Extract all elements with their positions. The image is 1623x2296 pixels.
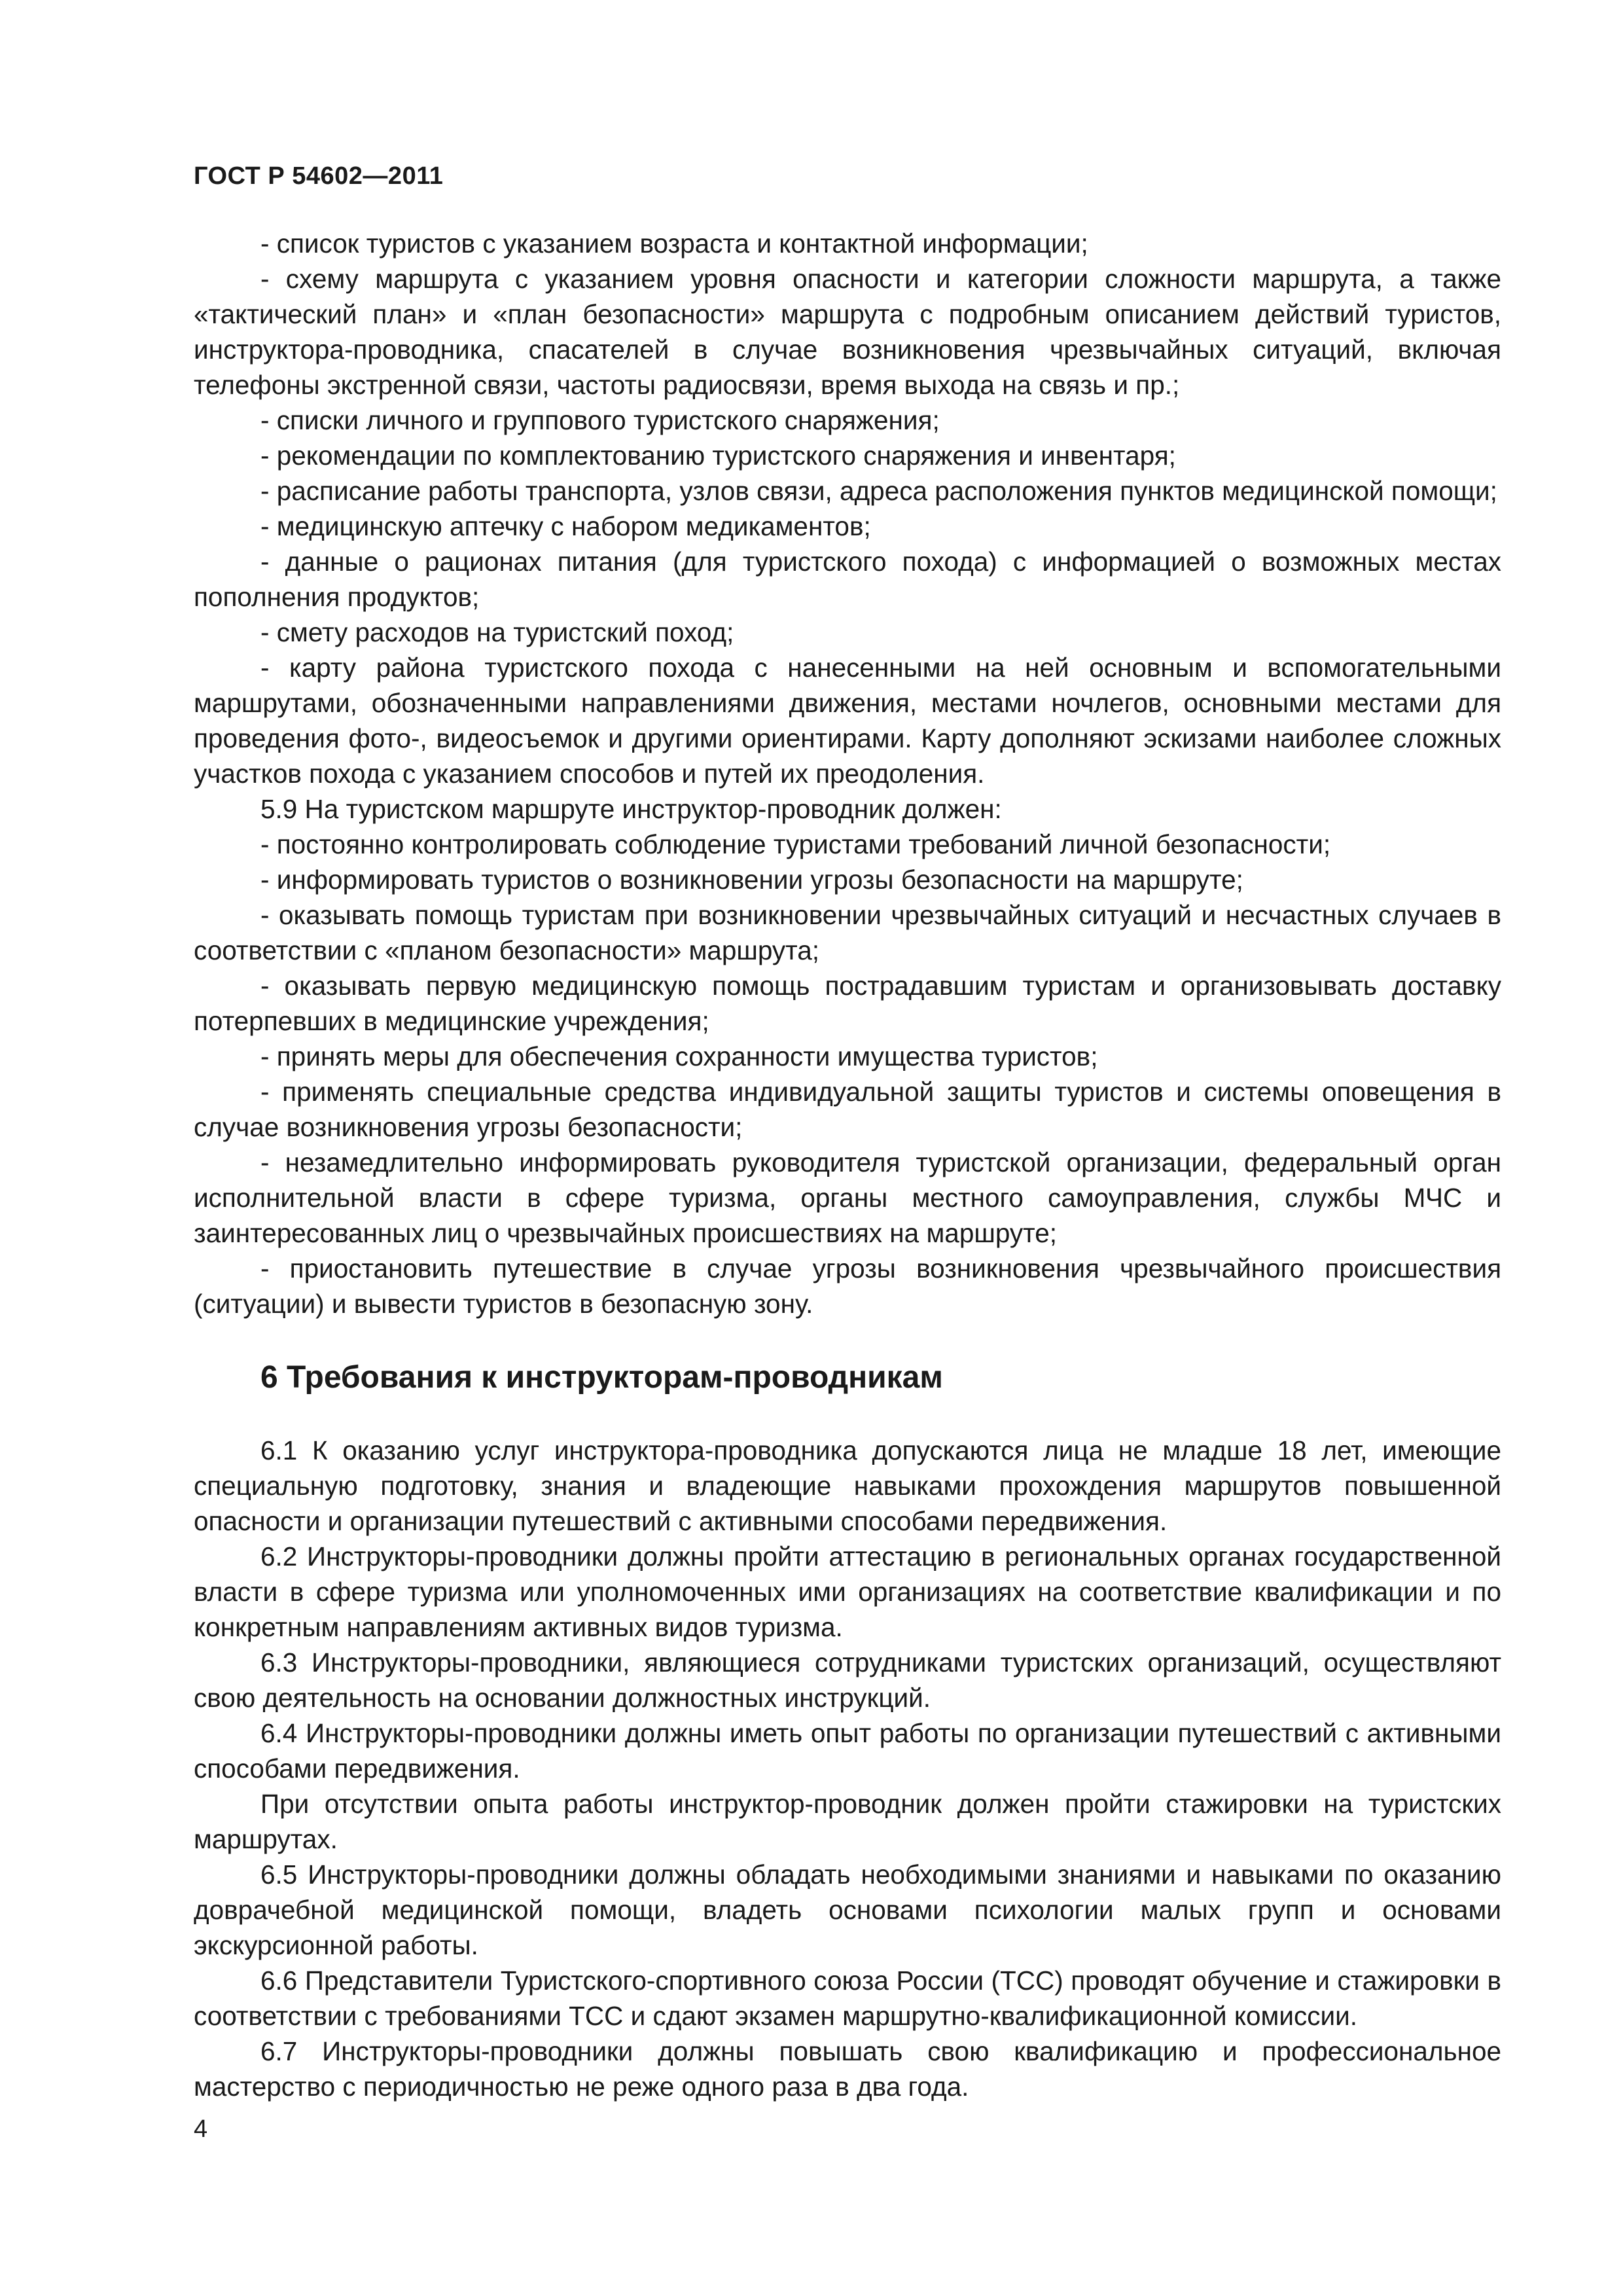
paragraph: - незамедлительно информировать руководителя туристской организации, федеральный орган исполнительной власти в сфере туризма, органы местного самоуправления, службы МЧС и заинтересованных лиц о чрезвычайных происшествиях на маршруте; bbox=[194, 1147, 1501, 1248]
paragraph: - рекомендации по комплектованию туристского снаряжения и инвентаря; bbox=[260, 440, 1176, 471]
paragraph: - оказывать первую медицинскую помощь пострадавшим туристам и организовывать доставку потерпевших в медицинские учреждения; bbox=[194, 971, 1501, 1036]
paragraph: - постоянно контролировать соблюдение туристами требований личной безопасности; bbox=[260, 829, 1331, 859]
paragraph: - схему маршрута с указанием уровня опасности и категории сложности маршрута, а также «тактический план» и «план безопасности» маршрута с подробным описанием действий туристов, инструктора-проводника, спасателей в случае возникновения чрезвычайных ситуаций, включая телефоны экстренной связи, частоты радиосвязи, время выхода на связь и пр.; bbox=[194, 264, 1501, 400]
paragraph: - список туристов с указанием возраста и контактной информации; bbox=[260, 228, 1088, 259]
paragraph: - принять меры для обеспечения сохранности имущества туристов; bbox=[260, 1041, 1098, 1071]
section-title: 6 Требования к инструкторам-проводникам bbox=[260, 1360, 943, 1395]
clause-6-2: 6.2 Инструкторы-проводники должны пройти аттестацию в региональных органах государственной власти в сфере туризма или уполномоченных ими организациях на соответствие квалификации и по конкретным направлениям активных видов туризма. bbox=[194, 1541, 1501, 1642]
document-header: ГОСТ Р 54602—2011 bbox=[194, 162, 444, 190]
clause-6-6: 6.6 Представители Туристского-спортивного союза России (ТСС) проводят обучение и стажировки в соответствии с требованиями ТСС и сдают экзамен маршрутно-квалификационной комиссии. bbox=[194, 1965, 1501, 2031]
clause-6-5: 6.5 Инструкторы-проводники должны обладать необходимыми знаниями и навыками по оказанию доврачебной медицинской помощи, владеть основами психологии малых групп и основами экскурсионной работы. bbox=[194, 1859, 1501, 1960]
clause-6-3: 6.3 Инструкторы-проводники, являющиеся сотрудниками туристских организаций, осуществляют свою деятельность на основании должностных инструкций. bbox=[194, 1647, 1501, 1713]
clause-6-1: 6.1 К оказанию услуг инструктора-проводника допускаются лица не младше 18 лет, имеющие специальную подготовку, знания и владеющие навыками прохождения маршрутов повышенной опасности и организации путешествий с активными способами передвижения. bbox=[194, 1435, 1501, 1536]
paragraph: - смету расходов на туристский поход; bbox=[260, 617, 734, 647]
paragraph: - информировать туристов о возникновении угрозы безопасности на маршруте; bbox=[260, 865, 1243, 895]
clause-6-7: 6.7 Инструкторы-проводники должны повышать свою квалификацию и профессиональное мастерство с периодичностью не реже одного раза в два года. bbox=[194, 2036, 1501, 2102]
paragraph: - расписание работы транспорта, узлов связи, адреса расположения пунктов медицинской помощи; bbox=[260, 476, 1497, 506]
paragraph: - карту района туристского похода с нанесенными на ней основным и вспомогательными маршрутами, обозначенными направлениями движения, местами ночлегов, основными местами для проведения фото-, видеосъемок и другими ориентирами. Карту дополняют эскизами наиболее сложных участков похода с указанием способов и путей их преодоления. bbox=[194, 653, 1501, 789]
clause-5-9: 5.9 На туристском маршруте инструктор-проводник должен: bbox=[260, 794, 1002, 824]
paragraph: При отсутствии опыта работы инструктор-проводник должен пройти стажировки на туристских маршрутах. bbox=[194, 1789, 1501, 1854]
paragraph: - применять специальные средства индивидуальной защиты туристов и системы оповещения в случае возникновения угрозы безопасности; bbox=[194, 1077, 1501, 1142]
paragraph: - медицинскую аптечку с набором медикаментов; bbox=[260, 511, 871, 541]
paragraph: - данные о рационах питания (для туристского похода) с информацией о возможных местах пополнения продуктов; bbox=[194, 547, 1501, 612]
page-number: 4 bbox=[194, 2115, 208, 2143]
document-body bbox=[194, 226, 1501, 2104]
paragraph: - оказывать помощь туристам при возникновении чрезвычайных ситуаций и несчастных случаев в соответствии с «планом безопасности» маршрута; bbox=[194, 900, 1501, 965]
clause-6-4: 6.4 Инструкторы-проводники должны иметь опыт работы по организации путешествий с активными способами передвижения. bbox=[194, 1718, 1501, 1784]
paragraph: - списки личного и группового туристского снаряжения; bbox=[260, 405, 940, 435]
paragraph: - приостановить путешествие в случае угрозы возникновения чрезвычайного происшествия (ситуации) и вывести туристов в безопасную зону. bbox=[194, 1253, 1501, 1319]
